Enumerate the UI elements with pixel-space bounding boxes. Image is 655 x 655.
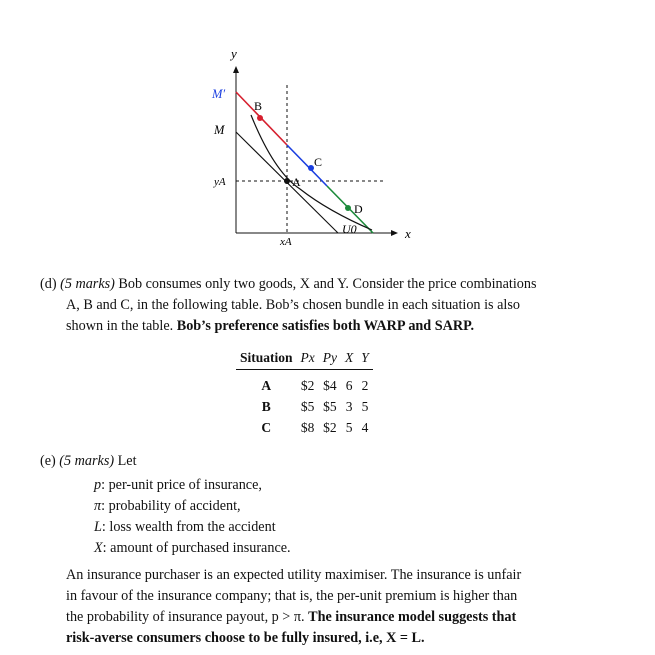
def-symbol: X (94, 540, 103, 556)
label-point-D: D (354, 202, 363, 216)
cell-x: 6 (345, 377, 353, 393)
definition-pi (94, 498, 241, 515)
header-py: Py (319, 346, 341, 370)
definition-X (94, 540, 291, 557)
part-e-marks: (5 marks) (59, 453, 115, 469)
cell-x: 5 (345, 419, 353, 435)
x-axis-label: x (405, 226, 411, 241)
cell-py: $4 (323, 377, 337, 393)
table-row (236, 417, 373, 438)
part-e-line1: An insurance purchaser is an expected utility maximiser. The insurance is unfair (66, 567, 522, 583)
def-symbol: π (94, 498, 102, 514)
part-e-line3 (66, 607, 516, 628)
cell-px: $5 (300, 398, 315, 414)
label-point-B: B (254, 99, 263, 113)
row-label: C (261, 419, 272, 435)
situation-table (236, 346, 373, 438)
definition-L (94, 519, 276, 536)
label-U0: U0 (342, 222, 357, 236)
label-xA: xA (280, 236, 292, 248)
x-axis-arrow (391, 230, 398, 236)
y-axis-arrow (233, 66, 239, 73)
header-px: Px (297, 346, 319, 370)
part-e-heading (40, 451, 137, 472)
def-symbol: p (94, 477, 102, 493)
part-e-claim-end: risk-averse consumers choose to be fully insured, i.e, X = L. (66, 630, 425, 646)
cell-py: $2 (323, 419, 337, 435)
point-A-marker (284, 178, 290, 184)
part-d-line3 (66, 316, 474, 337)
part-e-let: Let (117, 453, 137, 469)
cell-px: $8 (300, 419, 315, 435)
definition-p (94, 477, 262, 494)
part-d-line1 (40, 274, 537, 295)
cell-y: 4 (361, 419, 369, 435)
header-y: Y (357, 346, 373, 370)
label-point-A: A (292, 175, 301, 189)
header-situation: Situation (236, 346, 297, 370)
header-x: X (341, 346, 357, 370)
def-text: : loss wealth from the accident (101, 519, 276, 535)
part-e-line2: in favour of the insurance company; that is, the per-unit premium is higher than (66, 588, 518, 604)
part-e-text3: the probability of insurance payout, p > π. (66, 609, 305, 625)
point-B-marker (257, 115, 263, 121)
table-row (236, 396, 373, 417)
part-e-claim-start: The insurance model suggests that (308, 609, 517, 625)
part-d-label: (d) (40, 276, 57, 292)
table-header-row (236, 346, 373, 370)
cell-y: 5 (361, 398, 369, 414)
label-point-C: C (314, 155, 323, 169)
part-e-label: (e) (40, 453, 56, 469)
part-d-text1: Bob consumes only two goods, X and Y. Consider the price combinations (118, 276, 537, 292)
cell-x: 3 (345, 398, 353, 414)
y-axis-label: y (231, 46, 237, 61)
def-text: : amount of purchased insurance. (102, 540, 291, 556)
row-label: B (261, 398, 271, 414)
cell-py: $5 (323, 398, 337, 414)
label-M: M (214, 123, 225, 137)
label-M-prime: M′ (212, 87, 226, 101)
row-label: A (261, 377, 272, 393)
budget-diagram (0, 0, 655, 260)
part-d-claim: Bob’s preference satisfies both WARP and SARP. (176, 318, 475, 334)
part-d-marks: (5 marks) (60, 276, 115, 292)
cell-y: 2 (361, 377, 369, 393)
cell-px: $2 (300, 377, 315, 393)
label-yA: yA (214, 176, 226, 188)
def-symbol: L (94, 519, 102, 535)
part-d-text3: shown in the table. (66, 318, 174, 334)
part-d-line2: A, B and C, in the following table. Bob’s chosen bundle in each situation is also (66, 297, 520, 313)
def-text: : per-unit price of insurance, (101, 477, 262, 493)
def-text: : probability of accident, (101, 498, 241, 514)
point-D-marker (345, 205, 351, 211)
table-row (236, 370, 373, 397)
